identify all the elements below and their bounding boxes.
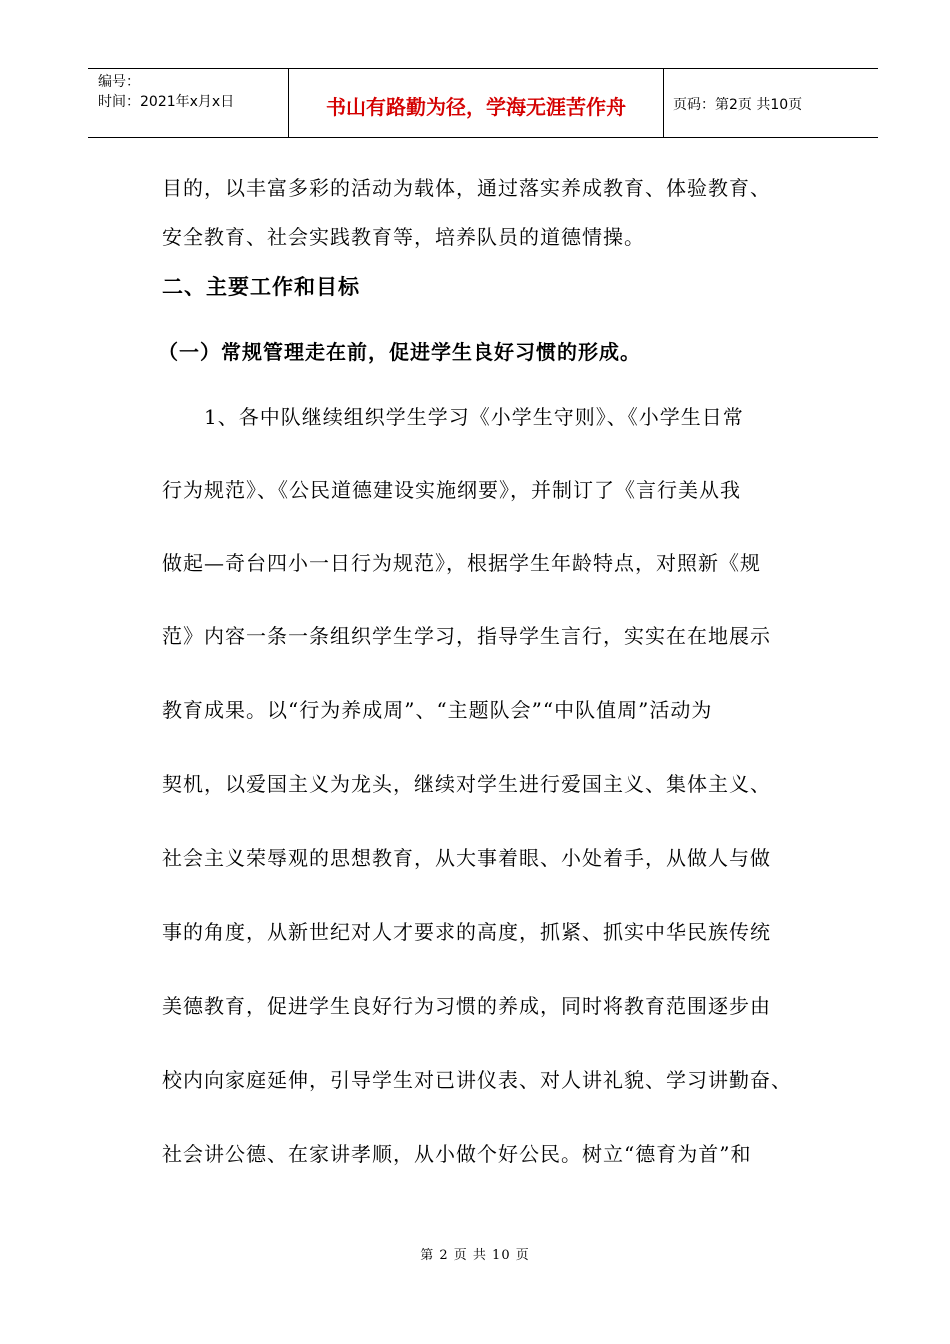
body-line: 目的，以丰富多彩的活动为载体，通过落实养成教育、体验教育、	[162, 176, 771, 200]
paragraph-line: 做起—奇台四小一日行为规范》，根据学生年龄特点，对照新《规	[162, 551, 761, 575]
document-header	[88, 68, 878, 138]
paragraph-line: 校内向家庭延伸，引导学生对已讲仪表、对人讲礼貌、学习讲勤奋、	[162, 1068, 792, 1092]
page-footer: 第 2 页 共 10 页	[420, 1248, 530, 1263]
paragraph-line: 社会主义荣辱观的思想教育，从大事着眼、小处着手，从做人与做	[162, 846, 771, 870]
subsection-heading: （一）常规管理走在前，促进学生良好习惯的形成。	[158, 340, 641, 364]
paragraph-line: 教育成果。以“行为养成周”、“主题队会”“中队值周”活动为	[162, 698, 713, 722]
paragraph-line: 1、各中队继续组织学生学习《小学生守则》、《小学生日常	[204, 405, 744, 429]
paragraph-line: 美德教育，促进学生良好行为习惯的养成，同时将教育范围逐步由	[162, 994, 771, 1018]
document-number-label: 编号：	[98, 74, 140, 90]
header-meta-cell	[88, 69, 288, 137]
section-heading: 二、主要工作和目标	[162, 275, 360, 299]
header-page-cell	[663, 69, 878, 137]
document-time-label: 时间：2021年x月x日	[98, 94, 235, 110]
body-line: 安全教育、社会实践教育等，培养队员的道德情操。	[162, 225, 645, 249]
paragraph-line: 社会讲公德、在家讲孝顺，从小做个好公民。树立“德育为首”和	[162, 1142, 752, 1166]
paragraph-line: 事的角度，从新世纪对人才要求的高度，抓紧、抓实中华民族传统	[162, 920, 771, 944]
header-page-number: 页码：第2页 共10页	[673, 97, 803, 113]
paragraph-line: 范》内容一条一条组织学生学习，指导学生言行，实实在在地展示	[162, 624, 771, 648]
header-motto: 书山有路勤为径，学海无涯苦作舟	[326, 95, 626, 119]
paragraph-line: 契机，以爱国主义为龙头，继续对学生进行爱国主义、集体主义、	[162, 772, 771, 796]
paragraph-line: 行为规范》、《公民道德建设实施纲要》，并制订了《言行美从我	[162, 478, 741, 502]
header-motto-cell	[288, 69, 664, 137]
